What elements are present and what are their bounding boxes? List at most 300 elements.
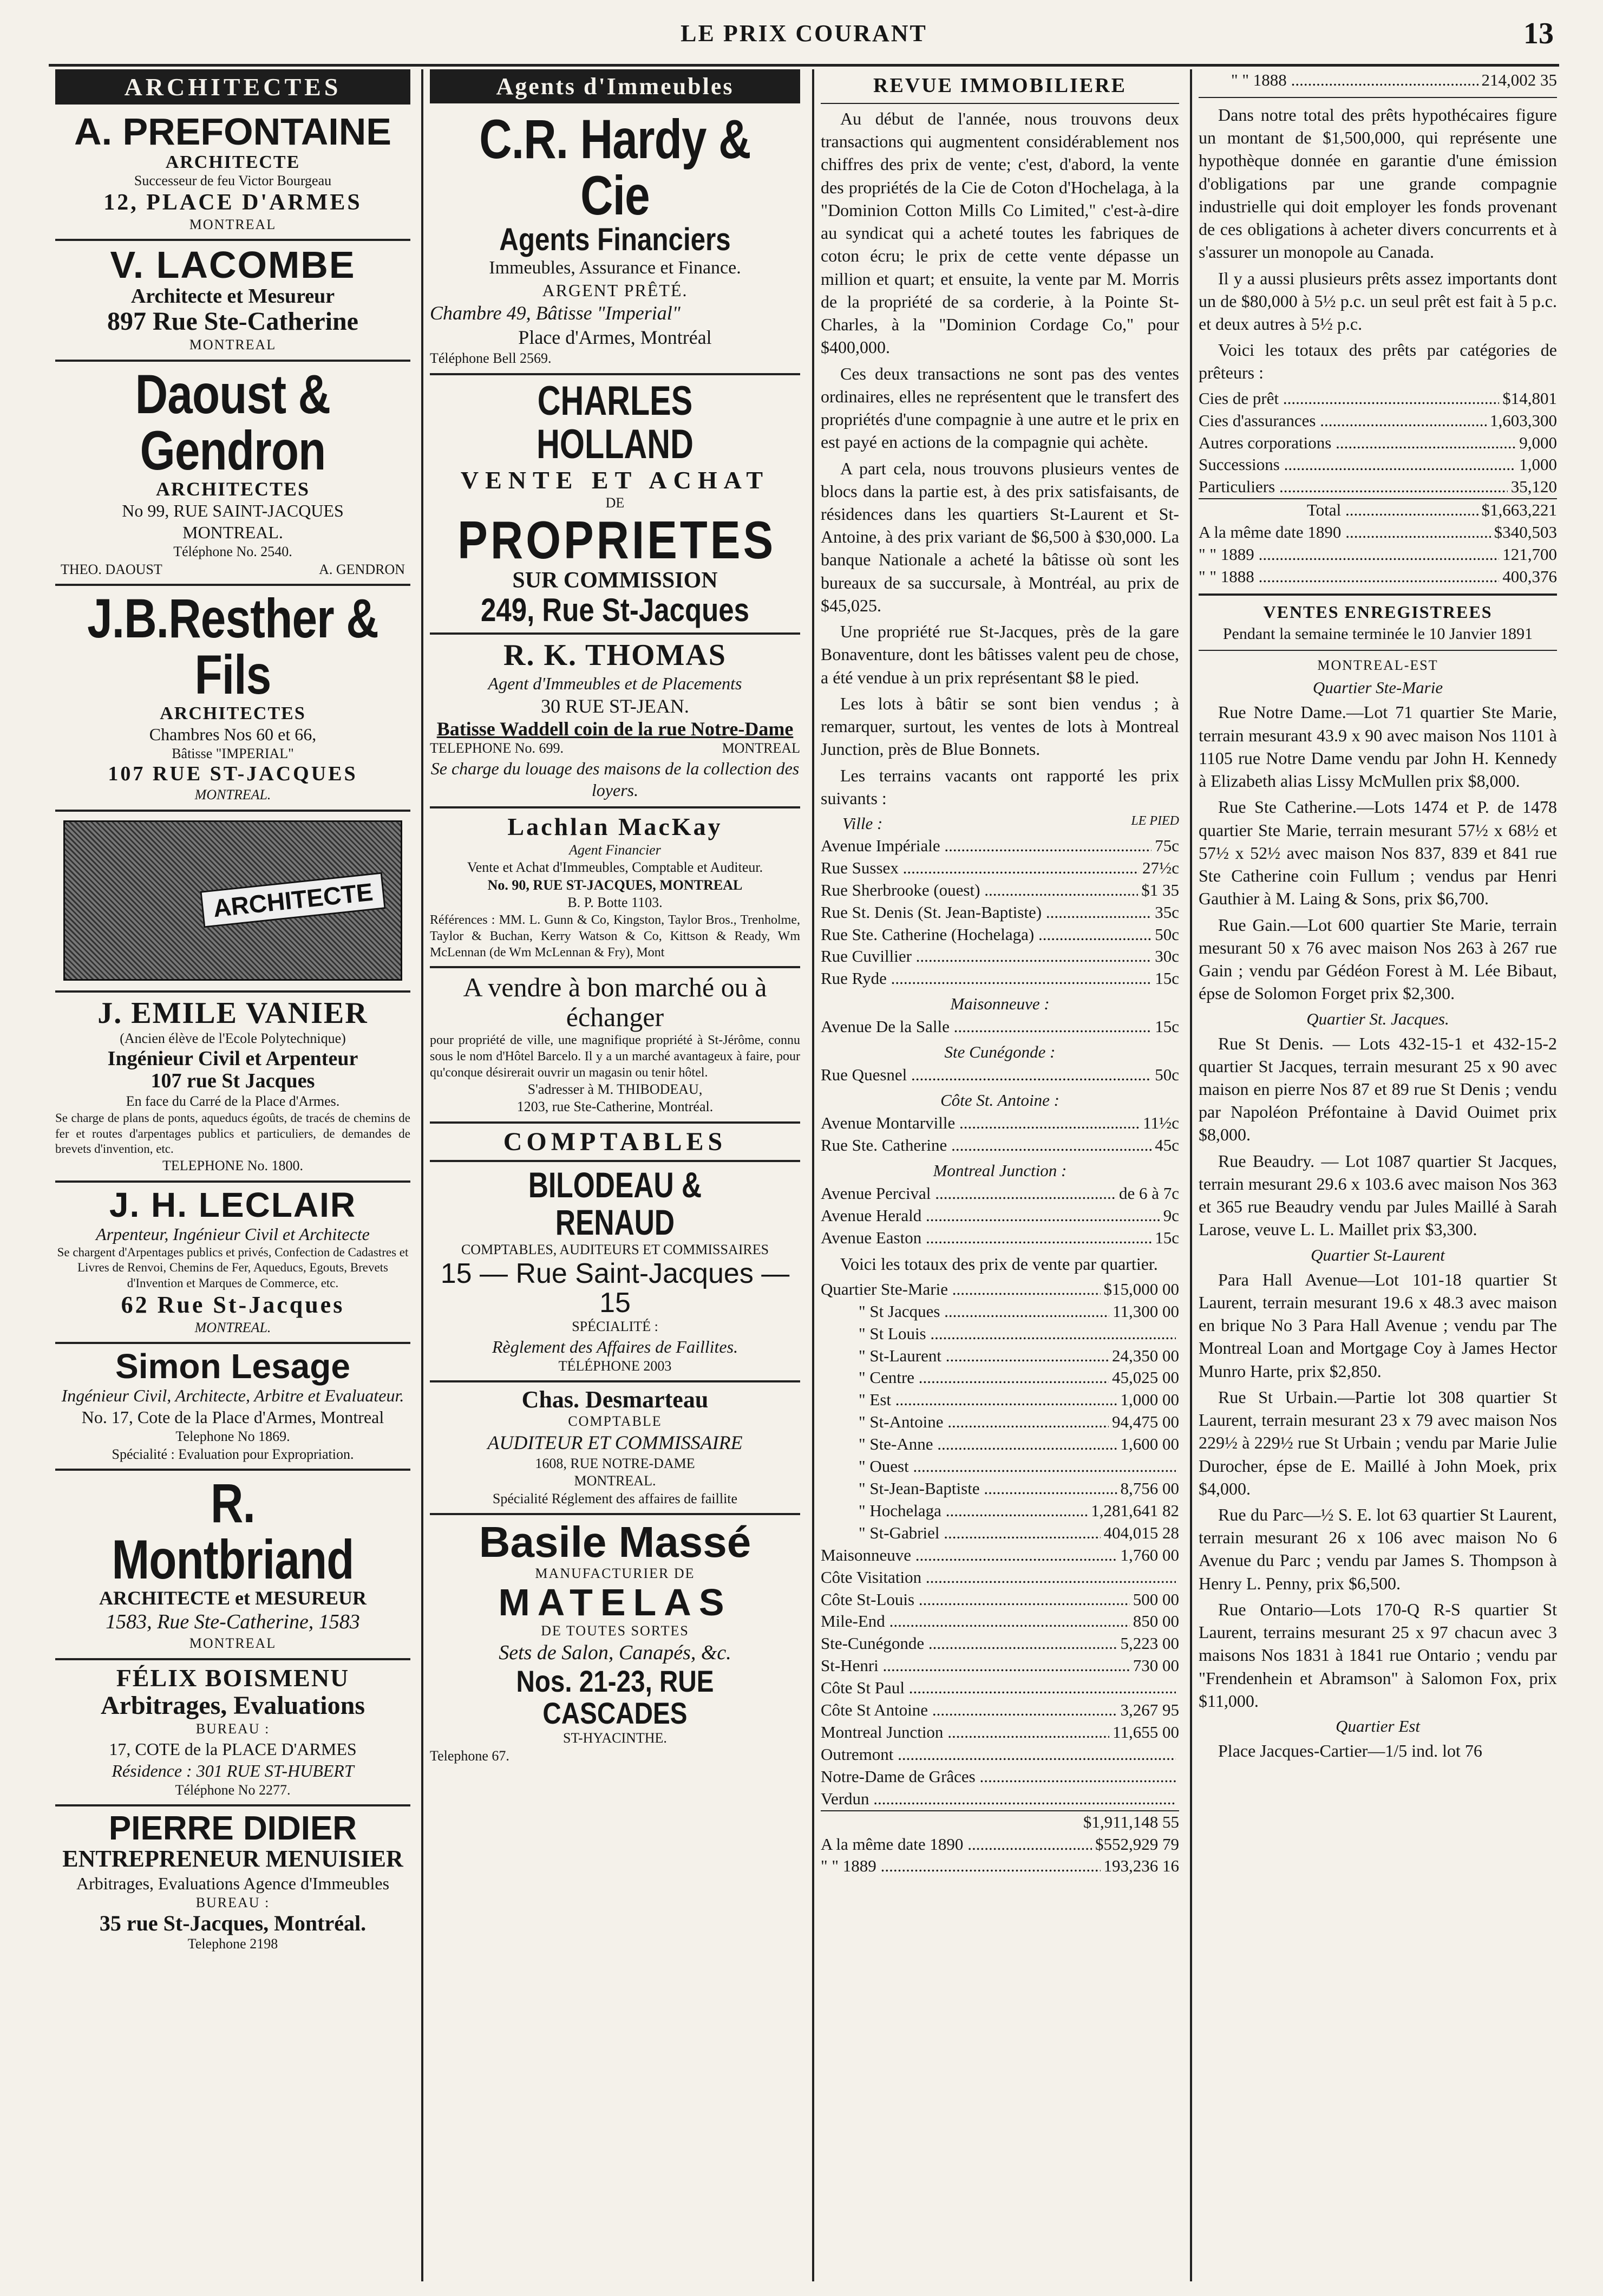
row-value: 1,603,300 <box>1490 410 1557 430</box>
ad-vanier <box>55 993 410 1183</box>
row-label: Particuliers ..... <box>1199 476 1508 498</box>
row-label: Avenue Easton ..... <box>821 1227 1151 1249</box>
price-row <box>821 902 1179 924</box>
ad-partner: A. GENDRON <box>319 561 405 577</box>
row-label: Avenue Percival ..... <box>821 1183 1116 1205</box>
newspaper-title: LE PRIX COURANT <box>681 20 927 47</box>
ad-city: MONTREAL. <box>194 1319 271 1335</box>
row-label: St-Henri ..... <box>821 1655 1130 1677</box>
ad-line: Bâtisse "IMPERIAL" <box>172 745 294 761</box>
quartier-total-row <box>821 1389 1179 1411</box>
cunegonde-price-list <box>821 1064 1179 1086</box>
ad-city: MONTREAL. <box>194 787 271 803</box>
ad-phone: Telephone 2198 <box>187 1936 278 1952</box>
ad-bureau: BUREAU : <box>195 1721 270 1737</box>
ad-role: Arpenteur, Ingénieur Civil et Architecte <box>96 1224 370 1244</box>
ad-address: 1583, Rue Ste-Catherine, 1583 <box>106 1610 360 1633</box>
sale-entry: Rue Ontario—Lots 170-Q R-S quartier St Laurent, terrains mesurant 25 x 97 chacun avec 3 maisons Nos 1831 à 1841 rue Ontario ; vendu par "Frendenhein et Abramson" à Salomon Fox, prix $11,000. <box>1199 1599 1557 1711</box>
ad-line: Chambres Nos 60 et 66, <box>149 724 317 744</box>
quartier-total-row <box>821 1766 1179 1788</box>
ad-name: A. PREFONTAINE <box>74 110 391 153</box>
row-label: Avenue Impériale ..... <box>821 835 1151 857</box>
quartier-total-row <box>821 1500 1179 1522</box>
row-label: " St-Gabriel ..... <box>821 1522 1101 1544</box>
ad-line: Arbitrages, Evaluations Agence d'Immeubles <box>76 1873 390 1893</box>
row-value: 5,223 00 <box>1120 1634 1179 1653</box>
lender-row <box>1199 476 1557 498</box>
ad-role: ARCHITECTES <box>160 703 306 723</box>
compare-row <box>1199 544 1557 566</box>
row-value <box>1176 1567 1179 1589</box>
ad-name: Lachlan MacKay <box>507 812 723 840</box>
row-value: 1,600 00 <box>1120 1434 1179 1454</box>
quartier-total-row <box>821 1744 1179 1766</box>
row-label: Rue St. Denis (St. Jean-Baptiste) ..... <box>821 902 1151 924</box>
row-value: 15c <box>1155 969 1179 988</box>
ad-lesage <box>55 1344 410 1471</box>
row-label: Notre-Dame de Grâces ..... <box>821 1766 1176 1788</box>
row-value: 30c <box>1155 947 1179 966</box>
ad-phone: Telephone 67. <box>430 1747 509 1764</box>
price-row <box>821 835 1179 857</box>
ad-thomas <box>430 635 800 808</box>
quartier-total-row <box>821 1633 1179 1655</box>
ad-note: Successeur de feu Victor Bourgeau <box>134 172 332 188</box>
row-value: $552,929 79 <box>1095 1834 1179 1854</box>
ad-specialty: Spécialité Réglement des affaires de faillite <box>492 1490 738 1506</box>
ad-line: VENTE ET ACHAT <box>460 466 770 494</box>
quartier-total-row <box>821 1677 1179 1699</box>
ad-line: ARGENT PRÊTÉ. <box>542 281 688 301</box>
ad-avendre <box>430 968 800 1124</box>
article-paragraph: Ces deux transactions ne sont pas des ventes ordinaires, elles ne représentent que le transfert des propriétés d'une compagnie à une autre et le prix en est payé en actions de la compagnie qui achète. <box>821 363 1179 452</box>
ad-text: pour propriété de ville, une magnifique propriété à St-Jérôme, connu sous le nom d'Hôtel Barcelo. Il y a un marché avantageux à faire, pour qu'conque désirerait ouvrir un magasin ou tenir hôtel. <box>430 1033 800 1080</box>
row-label: Ste-Cunégonde ..... <box>821 1633 1117 1655</box>
ad-specialty: SPÉCIALITÉ : <box>572 1319 658 1335</box>
row-label: Cies de prêt ..... <box>1199 388 1499 410</box>
loans-paragraph: Voici les totaux des prêts par catégories de prêteurs : <box>1199 340 1557 383</box>
ad-phone: TELEPHONE No. 1800. <box>162 1158 303 1174</box>
sale-entry: Rue Notre Dame.—Lot 71 quartier Ste Marie, terrain mesurant 43.9 x 90 avec maison Nos 1101 à 1105 rue Notre Dame vendu par John H. Kennedy à Elizabeth alias Lissy McMullen prix $8,000. <box>1199 702 1557 791</box>
ad-title: A vendre à bon marché ou à échanger <box>463 971 767 1032</box>
ad-role: Architecte et Mesureur <box>130 284 335 308</box>
row-value: $14,801 <box>1502 388 1557 408</box>
ad-role: COMPTABLE <box>568 1413 662 1430</box>
quartier-total-row <box>821 1367 1179 1389</box>
ad-role: Agent Financier <box>569 842 661 858</box>
lender-list <box>1199 388 1557 499</box>
compare-row <box>1199 521 1557 544</box>
ad-line: Se charge du louage des maisons de la collection des loyers. <box>430 758 800 800</box>
row-label: " Hochelaga ..... <box>821 1500 1088 1522</box>
article-body <box>821 107 1179 810</box>
ad-text: Se chargent d'Arpentages publics et privés, Confection de Cadastres et Livres de Renvoi, Chemins de Fer, Aqueducs, Egouts, Brevets d'Invention et Marques de Commerce, etc. <box>57 1245 409 1290</box>
ad-address: 107 rue St Jacques <box>151 1069 315 1093</box>
price-row <box>821 1227 1179 1249</box>
page-number: 13 <box>1523 17 1554 50</box>
row-value <box>1176 1323 1179 1345</box>
ad-address: 17, COTE de la PLACE D'ARMES <box>109 1739 357 1759</box>
quartier-heading: Quartier St. Jacques. <box>1306 1009 1449 1028</box>
row-label: " " 1889 ..... <box>1199 544 1499 566</box>
row-label: A la même date 1890 ..... <box>1199 521 1491 544</box>
ad-leclair <box>55 1183 410 1345</box>
ad-phone: Telephone No 1869. <box>175 1429 290 1445</box>
row-value: $15,000 00 <box>1103 1279 1179 1299</box>
row-value: 400,376 <box>1502 566 1557 586</box>
row-value <box>1176 1744 1179 1766</box>
ad-name: R. Montbriand <box>112 1472 354 1591</box>
quartier-total-row <box>821 1544 1179 1567</box>
ad-prefontaine <box>55 108 410 241</box>
maisonneuve-price-list <box>821 1016 1179 1038</box>
row-label: " St-Jean-Baptiste ..... <box>821 1478 1117 1500</box>
row-label: Verdun ..... <box>821 1788 1176 1810</box>
ventes-title: VENTES ENREGISTREES <box>1263 602 1493 622</box>
quartier-totals-list <box>821 1279 1179 1810</box>
price-row <box>821 1134 1179 1157</box>
sale-entry: Rue Gain.—Lot 600 quartier Ste Marie, terrain mesurant 50 x 76 avec maison Nos 263 à 267 rue Gain ; vendu par Gédéon Forest à M. Lée Bibaut, épse de Solomon Forget prix $2,300. <box>1199 915 1557 1003</box>
ad-mackay <box>430 808 800 968</box>
row-label: " " 1889 ..... <box>821 1855 1101 1877</box>
ad-desmarteau <box>430 1382 800 1515</box>
ad-line: SUR COMMISSION <box>512 568 718 593</box>
price-row <box>821 1064 1179 1086</box>
row-value: $1,663,221 <box>1481 500 1557 520</box>
row-label: Rue Sherbrooke (ouest) ..... <box>821 879 1138 902</box>
row-value <box>1176 1788 1179 1810</box>
row-value: 1,281,641 82 <box>1091 1501 1179 1520</box>
ad-line: DE <box>605 495 625 511</box>
quartier-total-row <box>821 1589 1179 1611</box>
ad-daoust-gendron <box>55 362 410 586</box>
price-row <box>821 1016 1179 1038</box>
ad-address: 15 — Rue Saint-Jacques — 15 <box>440 1257 790 1319</box>
ad-address: 107 RUE ST-JACQUES <box>108 762 358 786</box>
ad-address: 30 RUE ST-JEAN. <box>541 695 689 717</box>
row-label: " St-Antoine ..... <box>821 1411 1109 1433</box>
junction-price-list <box>821 1183 1179 1249</box>
quartier-heading: Quartier Est <box>1336 1717 1420 1736</box>
lender-row <box>1199 410 1557 432</box>
lender-row <box>1199 432 1557 454</box>
totals-intro: Voici les totaux des prix de vente par quartier. <box>840 1254 1158 1274</box>
row-label: Maisonneuve ..... <box>821 1544 1117 1567</box>
ad-address: 249, Rue St-Jacques <box>480 592 750 629</box>
ad-name: J. EMILE VANIER <box>97 996 368 1030</box>
quartier-total-row <box>821 1345 1179 1367</box>
ad-holland <box>430 375 800 635</box>
region-label: Ste Cunégonde : <box>944 1042 1056 1062</box>
row-value: 45,025 00 <box>1112 1368 1179 1387</box>
ad-role2: AUDITEUR ET COMMISSAIRE <box>487 1431 743 1453</box>
row-value: 500 00 <box>1133 1589 1179 1609</box>
ad-name: C.R. Hardy & Cie <box>479 108 751 227</box>
lender-compare-list <box>1199 521 1557 588</box>
row-label: Total ..... <box>1199 499 1478 521</box>
row-label: Rue Ryde ..... <box>821 968 1151 990</box>
ad-big-word: PROPRIETES <box>457 510 776 570</box>
row-value: 850 00 <box>1133 1612 1179 1631</box>
engraving-label: ARCHITECTE <box>200 872 386 928</box>
quartier-total-row <box>821 1788 1179 1810</box>
row-value <box>1176 1766 1179 1788</box>
ad-address: No. 90, RUE ST-JACQUES, MONTREAL <box>487 877 743 893</box>
running-header <box>49 15 1559 67</box>
quartier-total-row <box>821 1721 1179 1744</box>
ad-place: Place d'Armes, Montréal <box>518 327 712 349</box>
row-value: $1 35 <box>1141 880 1179 899</box>
laurent-sales <box>1199 1268 1557 1712</box>
loans-paragraph: Il y a aussi plusieurs prêts assez importants dont un de $80,000 à 5½ p.c. un seul prêt est fait à 5 p.c. et deux autres à 5½ p.c. <box>1199 268 1557 334</box>
row-value: 9c <box>1163 1205 1179 1225</box>
quartier-heading: Quartier St-Laurent <box>1311 1245 1445 1264</box>
ad-name: Simon Lesage <box>115 1347 350 1386</box>
ad-product: MATELAS <box>498 1581 732 1623</box>
row-label: Côte St-Louis ..... <box>821 1589 1130 1611</box>
row-label: Côte St Antoine ..... <box>821 1699 1117 1721</box>
row-value: 121,700 <box>1502 545 1557 564</box>
row-value: 193,236 16 <box>1103 1856 1179 1876</box>
row-label: " St Louis ..... <box>821 1323 1176 1345</box>
article-paragraph: Les lots à bâtir se sont bien vendus ; à remarquer, surtout, les ventes de lots à Montreal Junction, près de Blue Bonnets. <box>821 693 1179 759</box>
ad-role: ARCHITECTE et MESUREUR <box>99 1587 367 1609</box>
ad-phone: Téléphone Bell 2569. <box>430 350 552 367</box>
row-value: 24,350 00 <box>1112 1346 1179 1365</box>
price-row <box>821 857 1179 879</box>
ad-address: 12, PLACE D'ARMES <box>103 190 362 216</box>
quartier-total-row <box>821 1478 1179 1500</box>
price-row <box>821 1183 1179 1205</box>
row-label: Rue Ste. Catherine ..... <box>821 1134 1151 1157</box>
price-row <box>821 1112 1179 1134</box>
row-label: Successions ..... <box>1199 454 1516 476</box>
quartier-total-row <box>821 1699 1179 1721</box>
ad-address: Nos. 21-23, RUE CASCADES <box>516 1664 714 1731</box>
row-value: 11½c <box>1143 1113 1179 1133</box>
row-value: 3,267 95 <box>1120 1700 1179 1720</box>
region-label: Maisonneuve : <box>950 994 1050 1014</box>
row-value: 1,760 00 <box>1120 1545 1179 1564</box>
ad-refs: Références : MM. L. Gunn & Co, Kingston, Taylor Bros., Trenholme, Taylor & Buchan, Kerry Watson & Co, Kittson & Ready, Wm McLennan (de Wm McLennan & Fry), Mont <box>430 912 800 960</box>
row-value: 50c <box>1155 1065 1179 1085</box>
row-value: 11,655 00 <box>1113 1722 1179 1741</box>
quartier-total-row <box>821 1610 1179 1633</box>
row-value: $340,503 <box>1494 523 1557 542</box>
column-architectes <box>49 69 417 2281</box>
row-label: " Ste-Anne ..... <box>821 1433 1117 1456</box>
ad-name: J.B.Resther & Fils <box>87 588 378 706</box>
ad-city: ST-HYACINTHE. <box>563 1730 667 1746</box>
ad-line: Règlement des Affaires de Faillites. <box>492 1336 738 1356</box>
ad-role: COMPTABLES, AUDITEURS ET COMMISSAIRES <box>461 1242 769 1258</box>
section-banner: Agents d'Immeubles <box>430 69 800 103</box>
ad-address: 62 Rue St-Jacques <box>121 1291 345 1318</box>
ad-role: Ingénieur Civil, Architecte, Arbitre et Evaluateur. <box>61 1386 404 1406</box>
ad-city: MONTREAL <box>189 337 277 353</box>
row-value <box>1176 1456 1179 1478</box>
sale-entry: Rue St Denis. — Lots 432-15-1 et 432-15-2 quartier St Jacques, terrain mesurant 25 x 90 avec maison en pierre Nos 87 et 89 rue St Denis ; vendu par Napoléon Préfontaine à David Ouimet prix $8,000. <box>1199 1033 1557 1145</box>
quartier-total-row <box>821 1567 1179 1589</box>
row-value: 15c <box>1155 1228 1179 1247</box>
ad-city: MONTREAL. <box>574 1473 656 1489</box>
region-label: Côte St. Antoine : <box>940 1091 1059 1110</box>
ad-name: V. LACOMBE <box>110 244 356 286</box>
ad-address: 1608, RUE NOTRE-DAME <box>535 1455 695 1471</box>
quartier-total-row <box>821 1323 1179 1345</box>
ad-line: Vente et Achat d'Immeubles, Comptable et Auditeur. <box>467 859 763 876</box>
row-label: Rue Cuvillier ..... <box>821 945 1151 968</box>
article-title: REVUE IMMOBILIERE <box>821 69 1179 104</box>
ad-line: En face du Carré de la Place d'Armes. <box>126 1093 340 1110</box>
ad-address: 35 rue St-Jacques, Montréal. <box>99 1911 367 1936</box>
row-value: 8,756 00 <box>1120 1479 1179 1498</box>
row-value <box>1176 1677 1179 1699</box>
row-label: A la même date 1890 ..... <box>821 1834 1092 1856</box>
ad-boismenu <box>55 1660 410 1806</box>
top-compare-row <box>1199 69 1557 92</box>
price-unit: LE PIED <box>1131 814 1179 829</box>
ad-engraving <box>55 812 410 993</box>
row-value: 50c <box>1155 924 1179 944</box>
ad-note: (Ancien élève de l'Ecole Polytechnique) <box>120 1030 346 1047</box>
price-row <box>821 924 1179 946</box>
article-paragraph: Au début de l'année, nous trouvons deux transactions qui augmentent considérablement nos chiffres des prix de vente; c'est, d'abord, la vente des propriétés de la Cie de Coton d'Hochelaga, à la "Dominion Cotton Mills Co Limited," c'est-à-dire au syndicat qui a acheté toutes les fabriques de coton écru; le prix de cette vente dépasse un million et quart; et ensuite, la vente par M. Morris de la propriété de sa corderie, à la Pointe St-Charles, à la "Dominion Cordage Co," pour $400,000. <box>821 109 1179 357</box>
price-row <box>821 1205 1179 1227</box>
quartier-total-row <box>821 1411 1179 1433</box>
row-value: 214,002 35 <box>1481 70 1557 89</box>
row-value: 35,120 <box>1510 477 1557 497</box>
ad-resther <box>55 586 410 811</box>
ad-line: DE TOUTES SORTES <box>541 1623 689 1639</box>
lender-row <box>1199 454 1557 476</box>
article-paragraph: Une propriété rue St-Jacques, près de la gare Bonaventure, dont les bâtisses valent peu de chose, a été vendue à un prix représentant $8 le pied. <box>821 622 1179 687</box>
row-value: 75c <box>1155 836 1179 855</box>
row-label: Avenue De la Salle ..... <box>821 1016 1151 1038</box>
row-label: " Est ..... <box>821 1389 1117 1411</box>
ad-role: ENTREPRENEUR MENUISIER <box>62 1845 403 1873</box>
ad-hardy <box>430 107 800 375</box>
ad-role: Agent d'Immeubles et de Placements <box>488 673 742 693</box>
row-label: Avenue Herald ..... <box>821 1205 1160 1227</box>
sale-entry: Place Jacques-Cartier—1/5 ind. lot 76 <box>1218 1741 1482 1761</box>
ad-specialty: Spécialité : Evaluation pour Expropriation. <box>112 1446 354 1462</box>
ad-didier <box>55 1806 410 1958</box>
ad-name: J. H. LECLAIR <box>109 1185 357 1224</box>
quartier-heading: Quartier Ste-Marie <box>1312 678 1443 697</box>
district-heading: MONTREAL-EST <box>1317 657 1438 674</box>
ad-name: FÉLIX BOISMENU <box>116 1664 350 1692</box>
row-label: Outremont ..... <box>821 1744 1176 1766</box>
ad-name: Basile Massé <box>479 1518 751 1567</box>
compare-row <box>1199 566 1557 588</box>
grand-total: $1,911,148 55 <box>1083 1812 1179 1831</box>
architecte-engraving-image <box>63 820 402 981</box>
price-table-header <box>821 813 1179 835</box>
ad-name: Daoust & Gendron <box>135 363 331 481</box>
row-label: Côte Visitation ..... <box>821 1567 1176 1589</box>
ad-address: No. 17, Cote de la Place d'Armes, Montreal <box>81 1407 384 1427</box>
antoine-price-list <box>821 1112 1179 1157</box>
ad-name: PIERRE DIDIER <box>108 1810 357 1848</box>
region-label: Montreal Junction : <box>933 1160 1067 1180</box>
marie-sales <box>1199 701 1557 1004</box>
row-value: 1,000 00 <box>1120 1390 1179 1410</box>
ad-name: R. K. THOMAS <box>503 638 727 673</box>
ventes-subtitle: Pendant la semaine terminée le 10 Janvier 1891 <box>1222 625 1533 643</box>
price-region: Ville : <box>842 814 883 833</box>
sale-entry: Rue St Urbain.—Partie lot 308 quartier St Laurent, terrain mesurant 23 x 79 avec maison Nos 229½ à 229½ rue St Urbain ; vendu par Marie Julie Durocher, épse de E. Maillé à John Moek, prix $4,000. <box>1199 1387 1557 1498</box>
ad-line: Sets de Salon, Canapés, &c. <box>499 1641 731 1664</box>
row-value: de 6 à 7c <box>1118 1183 1179 1203</box>
compare-row <box>821 1834 1179 1856</box>
column-revue-immobiliere <box>812 69 1186 2281</box>
row-label: Rue Sussex ..... <box>821 857 1139 879</box>
row-label: Quartier Ste-Marie ..... <box>821 1279 1101 1301</box>
row-label: " St Jacques ..... <box>821 1301 1109 1323</box>
ad-role: MANUFACTURIER DE <box>535 1566 695 1582</box>
row-label: " St-Laurent ..... <box>821 1345 1109 1367</box>
lender-row <box>1199 388 1557 410</box>
comptables-banner-box <box>430 1124 800 1162</box>
ad-bureau: BUREAU : <box>195 1894 270 1910</box>
row-value: 11,300 00 <box>1113 1301 1179 1321</box>
row-label: " " 1888 ..... <box>1199 566 1499 588</box>
row-value: 1,000 <box>1519 455 1557 474</box>
ad-lacombe <box>55 241 410 362</box>
quartier-total-row <box>821 1301 1179 1323</box>
sale-entry: Rue du Parc—½ S. E. lot 63 quartier St Laurent, terrain mesurant 26 x 106 avec maison No 6 Avenue du Parc ; vendu par James S. Thompson à Henry L. Penny, prix $6,500. <box>1199 1504 1557 1593</box>
ville-price-list <box>821 835 1179 990</box>
ad-building: Batisse Waddell coin de la rue Notre-Dame <box>436 718 794 740</box>
column-prets-ventes <box>1190 69 1563 2281</box>
ad-name: BILODEAU & RENAUD <box>528 1164 702 1243</box>
row-label: " " 1888 ..... <box>1199 69 1478 92</box>
ad-address: Chambre 49, Bâtisse "Imperial" <box>430 302 681 324</box>
ad-text: Se charge de plans de ponts, aqueducs égoûts, de tracés de chemins de fer et routes d'arpentages publics et particuliers, de demandes de brevets d'invention, etc. <box>55 1111 410 1156</box>
ad-role: ARCHITECTES <box>155 478 310 500</box>
row-label: Mile-End ..... <box>821 1610 1130 1633</box>
compare-list <box>821 1834 1179 1878</box>
row-label: Côte St Paul ..... <box>821 1677 1176 1699</box>
ad-masse <box>430 1515 800 1770</box>
row-value: 404,015 28 <box>1103 1523 1179 1542</box>
section-banner: COMPTABLES <box>503 1127 727 1156</box>
row-value: 15c <box>1155 1017 1179 1036</box>
ad-line: Immeubles, Assurance et Finance. <box>489 257 741 278</box>
row-value: 35c <box>1155 902 1179 922</box>
article-paragraph: Les terrains vacants ont rapporté les prix suivants : <box>821 765 1179 808</box>
ad-phone: Téléphone No 2277. <box>175 1782 291 1798</box>
ad-city: MONTREAL <box>189 1635 277 1652</box>
ad-phone: TELEPHONE No. 699. <box>430 740 564 756</box>
section-banner: ARCHITECTES <box>55 69 410 105</box>
ad-city: MONTREAL <box>189 216 277 232</box>
row-value: 94,475 00 <box>1112 1412 1179 1432</box>
ad-partner: THEO. DAOUST <box>61 561 162 577</box>
sale-entry: Rue Beaudry. — Lot 1087 quartier St Jacques, terrain mesurant 29.6 x 103.6 avec maison Nos 363 et 365 rue Beaudry vendu par Jules Maillé à Sarah Larose, veuve L. L. Maillet prix $3,300. <box>1199 1151 1557 1240</box>
ad-montbriand <box>55 1471 410 1660</box>
ad-box: B. P. Botte 1103. <box>567 895 663 911</box>
row-label: Avenue Montarville ..... <box>821 1112 1140 1134</box>
row-value: 9,000 <box>1519 433 1557 452</box>
row-value: 27½c <box>1142 858 1179 877</box>
row-label: Autres corporations ..... <box>1199 432 1516 454</box>
price-row <box>821 945 1179 968</box>
ad-name: Chas. Desmarteau <box>521 1386 709 1413</box>
ad-contact: S'adresser à M. THIBODEAU, <box>527 1081 703 1097</box>
ad-role: ARCHITECTE <box>165 152 300 172</box>
